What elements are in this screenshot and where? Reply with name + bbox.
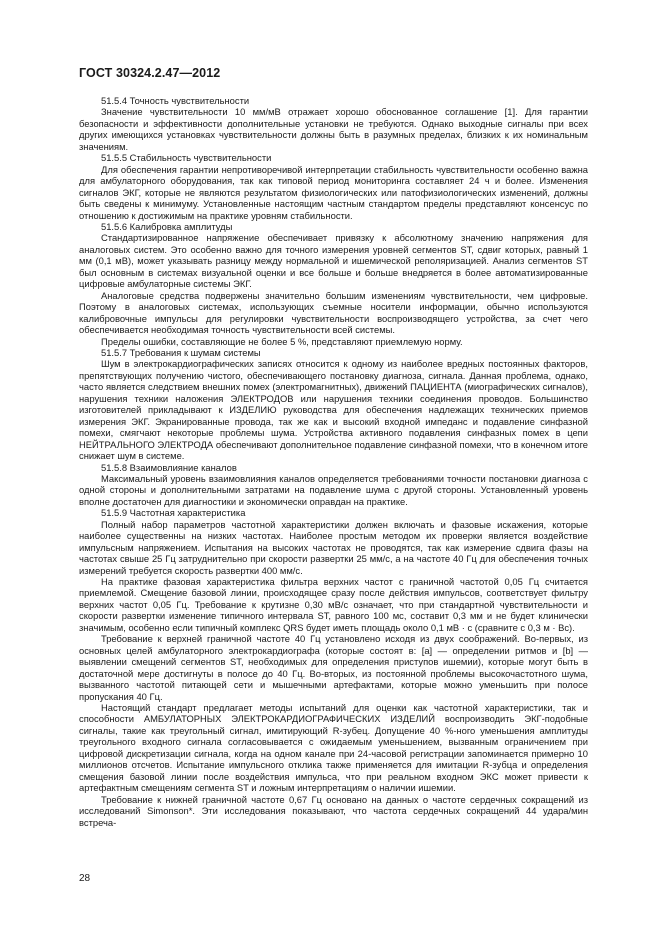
section-heading: 51.5.9 Частотная характеристика bbox=[101, 507, 246, 519]
paragraph: На практике фазовая характеристика фильтра верхних частот с граничной частотой 0,05 Гц считается приемлемой. Смещение базовой линии, происходящее сразу после действия импульсов, соответствует фильтру верхних частот 0,05 Гц. Требование к крутизне 0,30 мВ/с означает, что при стандартной чувствительности и скорости развертки изменение типичного интервала ST, равного 100 мс, составит 0,3 мм и не будет клинически значимым, особенно если типичный комплекс QRS будет иметь площадь около 0,1 мВ · с (сравните с 0,3 м · Вс). bbox=[79, 576, 588, 633]
paragraph: Стандартизированное напряжение обеспечивает привязку к абсолютному значению напряжения для аналоговых систем. Это особенно важно для точного измерения уровней сегментов ST, сдвиг которых, равный 1 мм (0,1 мВ), может указывать разницу между нормальной и ишемической реполяризацией. Анализ сегментов ST был основным в системах визуальной оценки и все больше и больше внедряется в более автоматизированные цифровые амбулаторные системы ЭКГ. bbox=[79, 232, 588, 290]
section-heading: 51.5.5 Стабильность чувствительности bbox=[101, 152, 272, 164]
section-heading: 51.5.7 Требования к шумам системы bbox=[101, 346, 261, 358]
paragraph: Полный набор параметров частотной характеристики должен включать и фазовые искажения, которые наиболее существенны на низких частотах. Наиболее простым методом их проверки является воздействие импульсным напряжением. Испытания на высоких частотах не проводятся, так как измерение сдвига фазы на частотах свыше 25 Гц затруднительно при скорости развертки 25 мм/с, а на частоте 40 Гц для обеспечения точных измерений требуется скорость развертки 400 мм/с. bbox=[79, 518, 588, 576]
paragraph: Настоящий стандарт предлагает методы испытаний для оценки как частотной характеристики, так и способности АМБУЛАТОРНЫХ ЭЛЕКТРОКАРДИОГРАФИЧЕСКИХ ИЗДЕЛИЙ воспроизводить ЭКГ-подобные сигналы, такие как треугольный сигнал, имитирующий R-зубец. Допущение 40 %-ного уменьшения амплитуды треугольного входного сигнала согласовывается с ожидаемым уменьшением, вызванным ограничением при цифровой дискретизации сигнала, когда на одном канале при 24-часовой регистрации запоминается примерно 10 миллионов отсчетов. Испытание импульсного отклика также применяется для имитации R-зубца и определения смещения базовой линии после воздействия импульса, что при реальном входном ЭКС может привести к артефактным смещениям сегмента ST и ложным интерпретациям о наличии ишемии. bbox=[79, 702, 588, 794]
section-heading: 51.5.8 Взаимовлияние каналов bbox=[101, 461, 237, 473]
section-heading: 51.5.6 Калибровка амплитуды bbox=[101, 220, 233, 232]
paragraph: Требование к верхней граничной частоте 40 Гц установлено исходя из двух соображений. Во-первых, из основных целей амбулаторного электрокардиографа (которые состоят в: [a] — определении ритмов и [b] — выявлении смещений сегментов ST, необходимых для определения приступов ишемии), которые могут быть в достаточной мере достигнуты в полосе до 40 Гц. Во-вторых, из постоянной проблемы высокочастотного шума, вызванного частотой питающей сети и мышечными артефактами, которые можно уменьшить при полосе пропускания 40 Гц. bbox=[79, 633, 588, 702]
paragraph: Требование к нижней граничной частоте 0,67 Гц основано на данных о частоте сердечных сокращений из исследований Simonson*. Эти исследования показывают, что частота сердечных сокращений 44 удара/мин встреча- bbox=[79, 793, 588, 828]
document-body bbox=[79, 95, 588, 828]
paragraph: Максимальный уровень взаимовлияния каналов определяется требованиями точности постановки диагноза с одной стороны и дополнительными затратами на подавление шума с другой стороны. Установленный уровень вполне достаточен для диагностики и экономически оправдан на практике. bbox=[79, 472, 588, 507]
document-header: ГОСТ 30324.2.47—2012 bbox=[79, 66, 221, 80]
paragraph: Шум в электрокардиографических записях относится к одному из наиболее вредных постоянных факторов, препятствующих получению чистого, обеспечивающего постановку диагноза, сигнала. Данная проблема, однако, часто является следствием внешних помех (электромагнитных), движений ПАЦИЕНТА (миографических сигналов), нарушения техники наложения ЭЛЕКТРОДОВ или нарушения техники соединения проводов. Большинство изготовителей прикладывают к ИЗДЕЛИЮ руководства для обеспечения надлежащих технических приемов измерения ЭКГ. Экранированные провода, так же как и высокий входной импеданс и подавление синфазной помехи, смягчают некоторые проблемы шума. Устройства активного подавления синфазных помех в цепи НЕЙТРАЛЬНОГО ЭЛЕКТРОДА обеспечивают дополнительное подавление синфазной помехи, что в конечном итоге снижает шум в системе. bbox=[79, 358, 588, 462]
paragraph: Аналоговые средства подвержены значительно большим изменениям чувствительности, чем цифровые. Поэтому в аналоговых системах, использующих съемные носители информации, обычно используются калибровочные импульсы для регулировки чувствительности воспроизводящего устройства, за счет чего обеспечивается необходимая точность чувствительности всей системы. bbox=[79, 289, 588, 336]
paragraph: Пределы ошибки, составляющие не более 5 %, представляют приемлемую норму. bbox=[101, 335, 463, 347]
paragraph: Для обеспечения гарантии непротиворечивой интерпретации стабильность чувствительности особенно важна для амбулаторного оборудования, так как типовой период мониторинга составляет 24 ч и более. Изменения сигналов ЭКГ, которые не являются результатом физиологических или патофизиологических изменений, должны быть сведены к минимуму. Установленные настоящим частным стандартом пределы представляют консенсус по отношению к достижимым на практике уровням стабильности. bbox=[79, 163, 588, 221]
paragraph: Значение чувствительности 10 мм/мВ отражает хорошо обоснованное соглашение [1]. Для гарантии безопасности и эффективности дополнительные установки не требуются. Однако выходные сигналы при всех других имеющихся установках чувствительности должны быть в разумных пределах, близких к их номинальным значениям. bbox=[79, 106, 588, 152]
page-number: 28 bbox=[79, 873, 91, 884]
section-heading: 51.5.4 Точность чувствительности bbox=[101, 95, 250, 106]
